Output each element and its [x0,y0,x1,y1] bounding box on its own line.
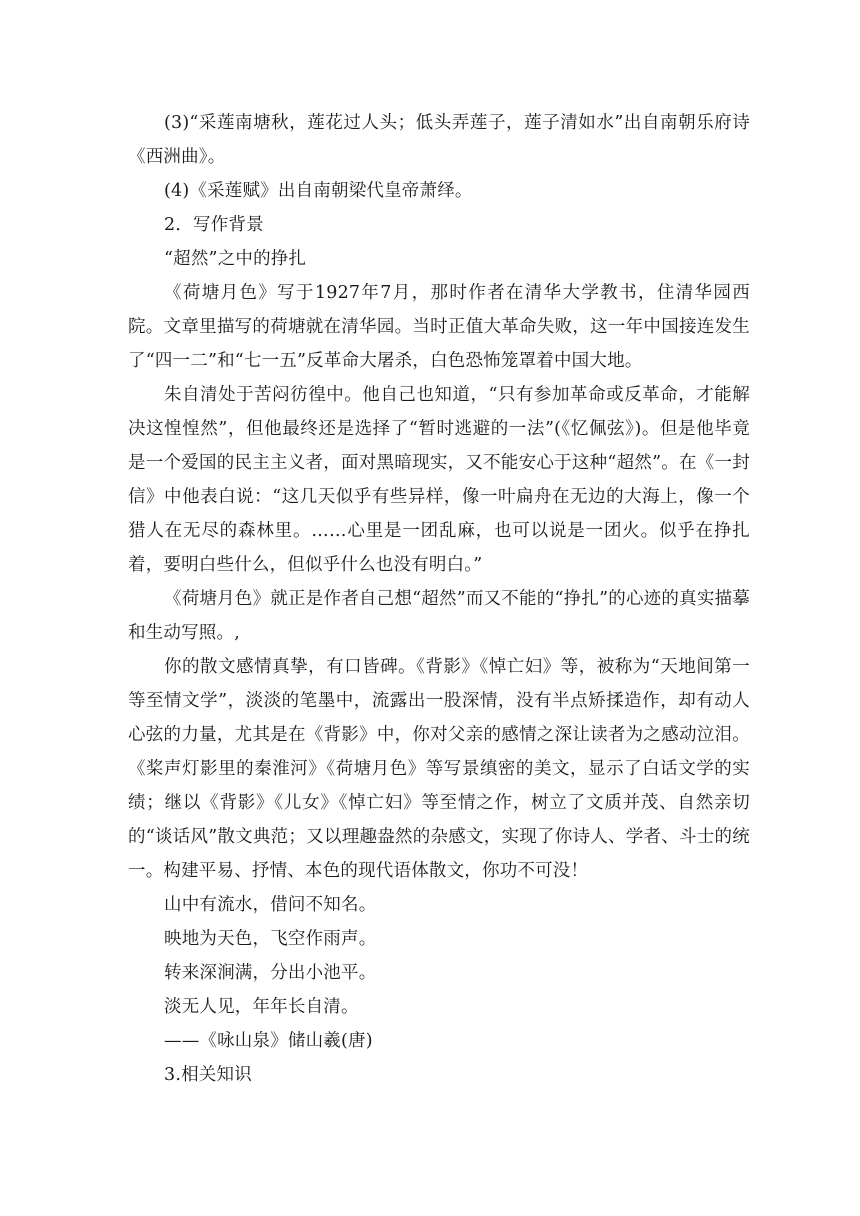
paragraph-cailianfu-source: (4)《采莲赋》出自南朝梁代皇帝萧绎。 [164,181,473,201]
paragraph-prose-praise: 你的散文感情真挚，有口皆碑。《背影》《悼亡妇》等，被称为“天地间第一等至情文学”，淡淡的笔墨中，流露出一股深情，没有半点矫揉造作，却有动人心弦的力量，尤其是在《背影》中，你对父亲的感情之深让读者为之感动泣泪。《桨声灯影里的秦淮河》《荷塘月色》等写景缜密的美文，显示了白话文学的实绩；继以《背影》《儿女》《悼亡妇》等至情之作，树立了文质并茂、自然亲切的“谈话风”散文典范；又以理趣盎然的杂感文，实现了你诗人、学者、斗士的统一。构建平易、抒情、本色的现代语体散文，你功不可没！ [128,657,750,881]
poem-line-2: 映地为天色，飞空作雨声。 [164,929,377,949]
subheading-struggle: “超然”之中的挣扎 [164,249,307,269]
paragraph-zhu-ziqing-struggle: 朱自清处于苦闷彷徨中。他自己也知道，“只有参加革命或反革命，才能解决这惶惶然”，但他最终还是选择了“暂时逃避的一法”(《忆佩弦》)。但是他毕竟是一个爱国的民主主义者，面对黑暗现实，又不能安心于这种“超然”。在《一封信》中他表白说：“这几天似乎有些异样，像一叶扁舟在无边的大海上，像一个猎人在无尽的森林里。……心里是一团乱麻，也可以说是一团火。似乎在挣扎着，要明白些什么，但似乎什么也没有明白。” [128,385,750,575]
paragraph-heartfelt-portrait: 《荷塘月色》就正是作者自己想“超然”而又不能的“挣扎”的心迹的真实描摹和生动写照。, [128,589,750,643]
poem-line-3: 转来深涧满，分出小池平。 [164,963,377,983]
poem-line-4: 淡无人见，年年长自清。 [164,997,359,1017]
section-heading-writing-background: 2．写作背景 [164,215,264,235]
paragraph-background-1927: 《荷塘月色》写于1927年7月，那时作者在清华大学教书，住清华园西院。文章里描写的荷塘就在清华园。当时正值大革命失败，这一年中国接连发生了“四一二”和“七一五”反革命大屠杀，白色恐怖笼罩着中国大地。 [128,283,750,371]
poem-line-1: 山中有流水，借问不知名。 [164,895,377,915]
section-heading-related-knowledge: 3.相关知识 [164,1065,252,1085]
paragraph-xizhouqu-source: (3)“采莲南塘秋，莲花过人头；低头弄莲子，莲子清如水”出自南朝乐府诗《西洲曲》。 [128,113,750,167]
poem-attribution: ——《咏山泉》储山羲(唐) [164,1031,373,1051]
